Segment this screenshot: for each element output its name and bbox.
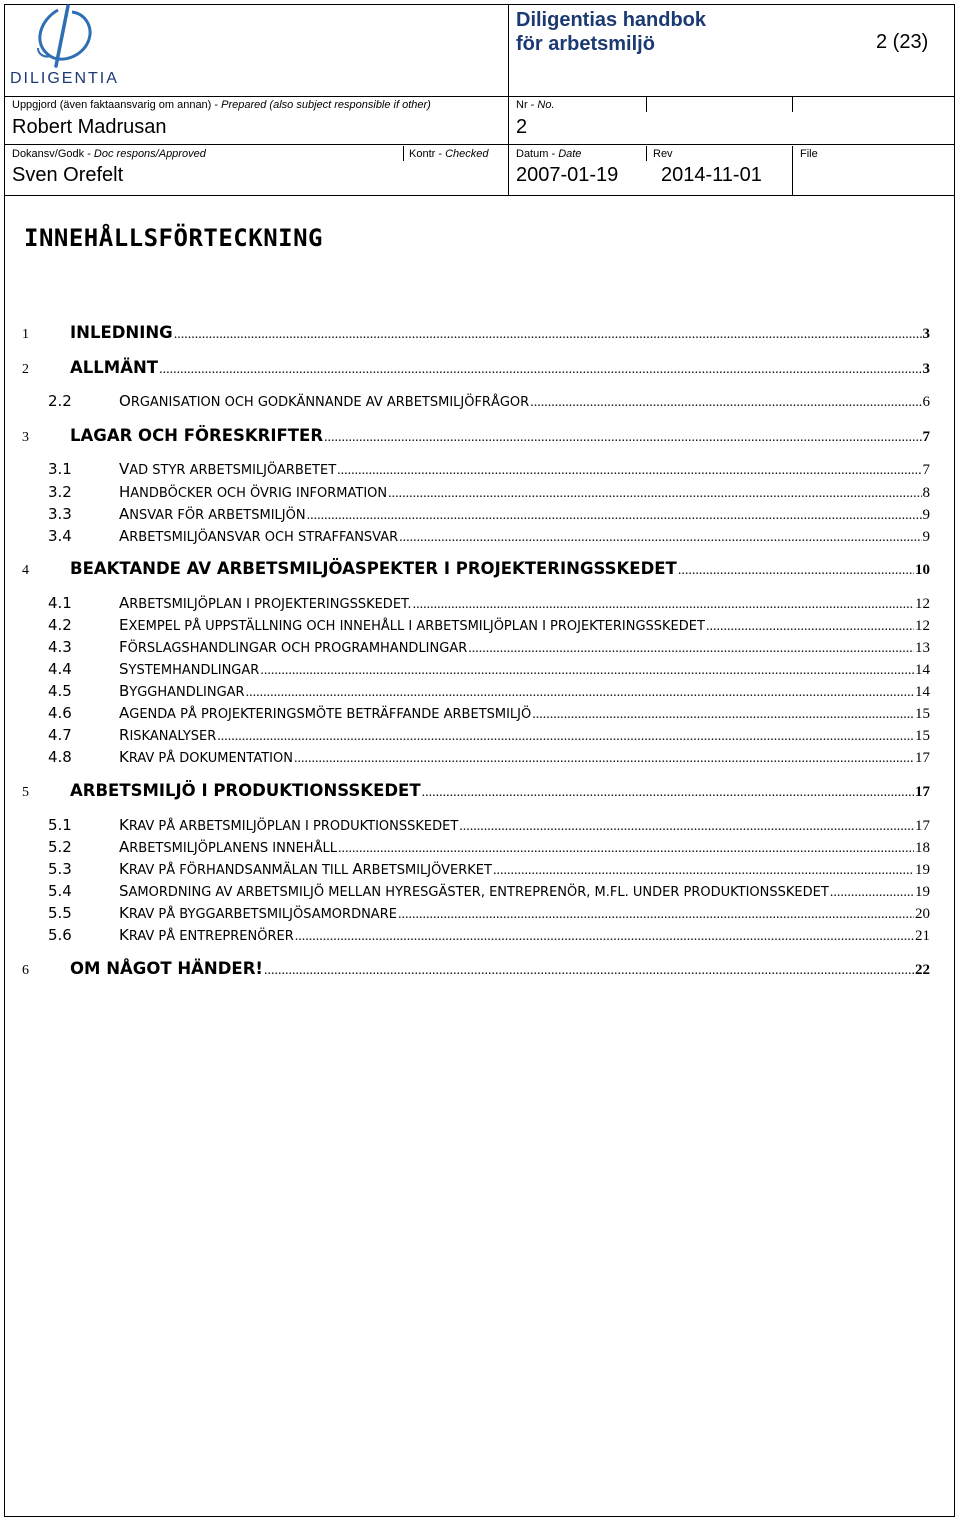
toc-entry-title: HANDBÖCKER OCH ÖVRIG INFORMATION — [119, 483, 388, 501]
toc-leader-dots — [532, 707, 914, 723]
toc-entry-page: 12 — [915, 596, 930, 612]
toc-leader-dots — [399, 530, 921, 546]
toc-entry-title: VAD STYR ARBETSMILJÖARBETET — [119, 460, 337, 478]
toc-entry-page: 18 — [915, 840, 930, 856]
toc-entry-page: 3 — [922, 361, 930, 377]
toc-leader-dots — [468, 641, 914, 657]
toc-entry-page: 17 — [915, 818, 930, 834]
toc-leader-dots — [493, 863, 914, 879]
toc-entry[interactable] — [22, 323, 930, 343]
toc-entry-page: 7 — [922, 429, 930, 445]
toc-entry-number: 5.5 — [48, 904, 72, 922]
toc-entry-title: ANSVAR FÖR ARBETSMILJÖN — [119, 505, 306, 523]
header-divider-main — [508, 4, 509, 196]
toc-entry-number: 5.1 — [48, 816, 72, 834]
toc-entry[interactable] — [22, 392, 930, 411]
toc-entry[interactable] — [22, 838, 930, 857]
toc-entry-page: 9 — [922, 507, 930, 523]
toc-entry-title: KRAV PÅ FÖRHANDSANMÄLAN TILL ARBETSMILJÖVERKET — [119, 860, 492, 878]
toc-leader-dots — [413, 597, 914, 613]
prepared-label: Uppgjord (även faktaansvarig om annan) - Prepared (also subject responsible if other) — [12, 99, 431, 111]
prepared-value: Robert Madrusan — [12, 116, 167, 138]
toc-entry-title: ARBETSMILJÖANSVAR OCH STRAFFANSVAR — [119, 527, 399, 545]
header-divider-file-top — [792, 97, 793, 112]
toc-entry-page: 15 — [915, 728, 930, 744]
toc-entry-title: SAMORDNING AV ARBETSMILJÖ MELLAN HYRESGÄSTER, ENTREPRENÖR, M.FL. UNDER PRODUKTIONSSKEDET — [119, 882, 829, 900]
toc-entry-number: 4.5 — [48, 682, 72, 700]
page-number: 2 (23) — [876, 31, 929, 53]
toc-entry-number: 3.2 — [48, 483, 72, 501]
toc-leader-dots — [260, 663, 914, 679]
toc-entry-number: 6 — [22, 963, 29, 978]
toc-entry-title: ARBETSMILJÖPLANENS INNEHÅLL — [119, 838, 337, 856]
toc-entry-page: 9 — [922, 529, 930, 545]
toc-entry-number: 5.3 — [48, 860, 72, 878]
toc-entry-number: 3 — [22, 430, 29, 445]
toc-entry-title: ARBETSMILJÖPLAN I PROJEKTERINGSSKEDET. — [119, 594, 412, 612]
toc-entry-title: LAGAR OCH FÖRESKRIFTER — [70, 426, 324, 445]
toc-entry[interactable] — [22, 682, 930, 701]
toc-leader-dots — [338, 841, 914, 857]
toc-entry-page: 8 — [922, 485, 930, 501]
toc-entry[interactable] — [22, 860, 930, 879]
toc-entry-page: 22 — [915, 962, 930, 978]
approved-label: Dokansv/Godk - Doc respons/Approved — [12, 148, 206, 160]
handbook-title — [516, 8, 706, 56]
handbook-title-line1: Diligentias handbok — [516, 9, 707, 31]
toc-entry-title: RISKANALYSER — [119, 726, 217, 744]
checked-label: Kontr - Checked — [409, 148, 489, 160]
toc-leader-dots — [830, 885, 914, 901]
toc-leader-dots — [530, 395, 921, 411]
toc-entry[interactable] — [22, 505, 930, 524]
toc-entry-number: 5.6 — [48, 926, 72, 944]
toc-entry-number: 4.2 — [48, 616, 72, 634]
approved-value: Sven Orefelt — [12, 164, 124, 186]
toc-entry-page: 21 — [915, 928, 930, 944]
nr-label: Nr - No. — [516, 99, 555, 111]
toc-entry-page: 20 — [915, 906, 930, 922]
toc-leader-dots — [678, 563, 914, 579]
toc-entry[interactable] — [22, 594, 930, 613]
toc-entry-page: 10 — [915, 562, 930, 578]
toc-entry[interactable] — [22, 816, 930, 835]
toc-entry-title: FÖRSLAGSHANDLINGAR OCH PROGRAMHANDLINGAR — [119, 638, 468, 656]
date-label: Datum - Date — [516, 148, 582, 160]
toc-entry-number: 4 — [22, 563, 29, 578]
toc-leader-dots — [324, 430, 921, 446]
toc-entry[interactable] — [22, 704, 930, 723]
toc-entry-page: 13 — [915, 640, 930, 656]
toc-entry-number: 3.1 — [48, 460, 72, 478]
toc-entry-title: EXEMPEL PÅ UPPSTÄLLNING OCH INNEHÅLL I ARBETSMILJÖPLAN I PROJEKTERINGSSKEDET — [119, 616, 705, 634]
toc-entry-number: 3.4 — [48, 527, 72, 545]
toc-entry-number: 5 — [22, 785, 29, 800]
toc-leader-dots — [246, 685, 914, 701]
toc-leader-dots — [294, 751, 914, 767]
toc-entry-title: ALLMÄNT — [70, 358, 159, 377]
toc-leader-dots — [388, 486, 921, 502]
toc-entry-title: BEAKTANDE AV ARBETSMILJÖASPEKTER I PROJEKTERINGSSKEDET — [70, 559, 677, 578]
toc-entry-number: 5.2 — [48, 838, 72, 856]
file-label: File — [800, 148, 818, 160]
toc-entry-page: 17 — [915, 750, 930, 766]
toc-entry-page: 3 — [922, 326, 930, 342]
toc-entry-title: AGENDA PÅ PROJEKTERINGSMÖTE BETRÄFFANDE ARBETSMILJÖ — [119, 704, 532, 722]
toc-entry[interactable] — [22, 959, 930, 979]
toc-leader-dots — [307, 508, 922, 524]
toc-title: INNEHÅLLSFÖRTECKNING — [24, 224, 323, 252]
toc-entry[interactable] — [22, 460, 930, 479]
header-rule-2 — [5, 144, 955, 145]
toc-entry-title: BYGGHANDLINGAR — [119, 682, 245, 700]
header-rule-3 — [5, 195, 955, 196]
toc-entry-title: ARBETSMILJÖ I PRODUKTIONSSKEDET — [70, 781, 421, 800]
toc-leader-dots — [422, 785, 914, 801]
toc-entry-number: 1 — [22, 327, 29, 342]
toc-entry-page: 19 — [915, 884, 930, 900]
header-rule-1 — [5, 96, 955, 97]
toc-entry[interactable] — [22, 781, 930, 801]
toc-entry-title: OM NÅGOT HÄNDER! — [70, 959, 263, 978]
toc-entry[interactable] — [22, 726, 930, 745]
rev-value: 2014-11-01 — [661, 164, 762, 186]
toc-leader-dots — [217, 729, 914, 745]
toc-entry-title: KRAV PÅ ENTREPRENÖRER — [119, 926, 294, 944]
toc-leader-dots — [398, 907, 914, 923]
toc-entry-number: 4.8 — [48, 748, 72, 766]
toc-entry[interactable] — [22, 638, 930, 657]
header-divider-rev-top — [646, 97, 647, 112]
toc-leader-dots — [174, 327, 922, 343]
toc-entry-title: KRAV PÅ DOKUMENTATION — [119, 748, 293, 766]
rev-label: Rev — [653, 148, 673, 160]
toc-entry-page: 7 — [922, 462, 930, 478]
toc-entry-page: 17 — [915, 784, 930, 800]
toc-entry-number: 2 — [22, 362, 29, 377]
toc-entry-number: 5.4 — [48, 882, 72, 900]
toc-entry-page: 12 — [915, 618, 930, 634]
toc-entry[interactable] — [22, 483, 930, 502]
toc-entry-number: 4.3 — [48, 638, 72, 656]
toc-leader-dots — [459, 819, 914, 835]
toc-entry[interactable] — [22, 559, 930, 579]
toc-entry[interactable] — [22, 904, 930, 923]
toc-entry-number: 3.3 — [48, 505, 72, 523]
toc-entry-number: 4.1 — [48, 594, 72, 612]
toc-entry-title: KRAV PÅ BYGGARBETSMILJÖSAMORDNARE — [119, 904, 397, 922]
toc-entry[interactable] — [22, 616, 930, 635]
header-divider-file — [792, 146, 793, 196]
toc-entry[interactable] — [22, 926, 930, 945]
toc-leader-dots — [706, 619, 914, 635]
toc-entry-title: KRAV PÅ ARBETSMILJÖPLAN I PRODUKTIONSSKEDET — [119, 816, 459, 834]
nr-value: 2 — [516, 116, 528, 138]
toc-entry-page: 6 — [922, 394, 930, 410]
toc-entry[interactable] — [22, 527, 930, 546]
toc-entry-page: 19 — [915, 862, 930, 878]
toc-leader-dots — [295, 929, 914, 945]
toc-entry-number: 4.6 — [48, 704, 72, 722]
toc-leader-dots — [264, 963, 914, 979]
toc-entry[interactable] — [22, 660, 930, 679]
toc-entry-number: 4.4 — [48, 660, 72, 678]
toc-entry[interactable] — [22, 358, 930, 378]
toc-entry[interactable] — [22, 748, 930, 767]
toc-entry-title: ORGANISATION OCH GODKÄNNANDE AV ARBETSMILJÖFRÅGOR — [119, 392, 530, 410]
toc-entry[interactable] — [22, 426, 930, 446]
logo-wordmark: DILIGENTIA — [10, 70, 119, 87]
header-divider-checked — [403, 146, 404, 161]
toc-entry-page: 15 — [915, 706, 930, 722]
toc-entry-number: 2.2 — [48, 392, 72, 410]
toc-leader-dots — [159, 362, 921, 378]
date-value: 2007-01-19 — [516, 164, 619, 186]
toc-leader-dots — [337, 463, 921, 479]
toc-entry-title: SYSTEMHANDLINGAR — [119, 660, 260, 678]
handbook-title-line2: för arbetsmiljö — [516, 33, 655, 55]
header-divider-rev — [646, 146, 647, 161]
toc-entry-title: INLEDNING — [70, 323, 173, 342]
toc-entry-number: 4.7 — [48, 726, 72, 744]
toc-entry-page: 14 — [915, 684, 930, 700]
toc-entry-page: 14 — [915, 662, 930, 678]
toc-entry[interactable] — [22, 882, 930, 901]
